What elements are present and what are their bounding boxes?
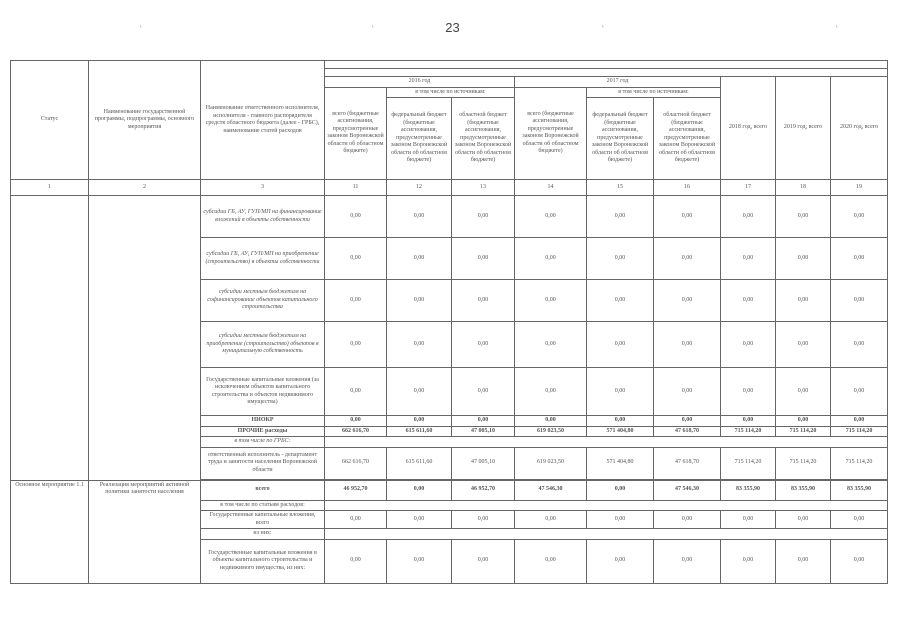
cell-value: 0,00	[831, 368, 888, 416]
cell-value: 0,00	[325, 238, 387, 280]
cell-value: 0,00	[654, 511, 721, 529]
cell-value: 0,00	[721, 539, 776, 583]
header-program-name: Наименование государственной программы, подпрограммы, основного мероприятия	[89, 61, 201, 180]
cell-value: 0,00	[515, 416, 587, 427]
cell-value: 0,00	[452, 416, 515, 427]
header-col-17: 2018 год, всего	[721, 77, 776, 180]
row-label: из них:	[201, 529, 325, 540]
blank-cells	[325, 529, 888, 540]
cell-value: 0,00	[587, 416, 654, 427]
cell-value: 0,00	[387, 539, 452, 583]
cell-value: 0,00	[654, 238, 721, 280]
cell-value: 0,00	[721, 322, 776, 368]
cell-value: 0,00	[776, 511, 831, 529]
cell-value: 0,00	[831, 280, 888, 322]
cell-value: 0,00	[387, 280, 452, 322]
cell-value: 0,00	[387, 368, 452, 416]
cell-value: 47 546,30	[654, 480, 721, 500]
header-incl-sources: в том числе по источникам:	[587, 87, 721, 98]
cell-value: 715 114,20	[721, 447, 776, 479]
cell-value: 0,00	[325, 280, 387, 322]
blank-cells	[325, 500, 888, 511]
cell-value: 0,00	[587, 368, 654, 416]
cell-value: 47 005,10	[452, 447, 515, 479]
cell-value: 615 611,60	[387, 426, 452, 437]
cell-value: 0,00	[515, 368, 587, 416]
cell-value: 0,00	[654, 368, 721, 416]
cell-value: 0,00	[587, 539, 654, 583]
colnum: 14	[515, 180, 587, 196]
cell-value: 0,00	[587, 511, 654, 529]
colnum: 19	[831, 180, 888, 196]
cell-value: 571 404,80	[587, 426, 654, 437]
row-label: субсидии ГБ, АУ, ГУП/МП на приобретение (строительство) в объекты собственности	[201, 238, 325, 280]
cell-value: 0,00	[831, 238, 888, 280]
cell-value: 0,00	[515, 322, 587, 368]
cell-value: 0,00	[654, 196, 721, 238]
cell-value: 0,00	[587, 196, 654, 238]
row-label: Государственные капитальные вложения в объекты капитального строительства и недвижимого имущества, из них:	[201, 539, 325, 583]
header-blank	[325, 69, 888, 77]
cell-value: 0,00	[515, 196, 587, 238]
cell-value: 715 114,20	[776, 426, 831, 437]
cell-value: 0,00	[587, 280, 654, 322]
cell-value: 0,00	[831, 322, 888, 368]
cell-value: 0,00	[387, 322, 452, 368]
cell-value: 0,00	[452, 280, 515, 322]
cell-value: 0,00	[325, 322, 387, 368]
header-col-16: областной бюджет (бюджетные ассигнования, предусмотренные законом Воронежской области об областном бюджете)	[654, 98, 721, 180]
cell-value: 0,00	[776, 238, 831, 280]
colnum: 13	[452, 180, 515, 196]
scan-mark: '	[602, 24, 604, 34]
scan-mark: '	[836, 24, 838, 34]
colnum: 11	[325, 180, 387, 196]
cell-value: 47 618,70	[654, 426, 721, 437]
cell-value: 0,00	[776, 196, 831, 238]
row-label: в том числе по статьям расходов:	[201, 500, 325, 511]
cell-value: 0,00	[654, 539, 721, 583]
cell-value: 0,00	[452, 322, 515, 368]
cell-value: 571 404,80	[587, 447, 654, 479]
row-label: НИОКР	[201, 416, 325, 427]
cell-value: 662 616,70	[325, 447, 387, 479]
row-label: ответственный исполнитель - департамент труда и занятости населения Воронежской области	[201, 447, 325, 479]
cell-value: 715 114,20	[776, 447, 831, 479]
cell-value: 0,00	[587, 322, 654, 368]
cell-value: 715 114,20	[831, 447, 888, 479]
status-cell-empty	[11, 196, 89, 481]
cell-value: 615 611,60	[387, 447, 452, 479]
cell-value: 619 023,50	[515, 426, 587, 437]
colnum: 18	[776, 180, 831, 196]
cell-value: 0,00	[721, 280, 776, 322]
colnum: 3	[201, 180, 325, 196]
cell-value: 0,00	[387, 416, 452, 427]
cell-value: 0,00	[515, 280, 587, 322]
row-label: субсидии местным бюджетам на софинансирование объектов капитального строительства	[201, 280, 325, 322]
cell-value: 0,00	[325, 511, 387, 529]
cell-value: 0,00	[325, 539, 387, 583]
header-col-11: всего (бюджетные ассигнования, предусмотренные законом Воронежской области об областном бюджете)	[325, 87, 387, 180]
row-label: субсидии ГБ, АУ, ГУП/МП на финансирование вложений в объекты собственности	[201, 196, 325, 238]
cell-value: 47 546,30	[515, 480, 587, 500]
cell-value: 0,00	[515, 238, 587, 280]
cell-value: 0,00	[831, 511, 888, 529]
blank-cells	[325, 437, 888, 448]
colnum: 17	[721, 180, 776, 196]
header-top-row	[11, 61, 888, 69]
cell-value: 715 114,20	[831, 426, 888, 437]
cell-value: 0,00	[721, 511, 776, 529]
header-year-2017: 2017 год	[515, 77, 721, 88]
main-event-status: Основное мероприятие 1.1	[11, 480, 89, 583]
cell-value: 0,00	[325, 368, 387, 416]
table-row	[11, 196, 888, 238]
cell-value: 46 952,70	[325, 480, 387, 500]
cell-value: 46 952,70	[452, 480, 515, 500]
header-blank	[325, 61, 888, 69]
cell-value: 0,00	[721, 238, 776, 280]
cell-value: 0,00	[325, 416, 387, 427]
header-col-18: 2019 год, всего	[776, 77, 831, 180]
cell-value: 0,00	[831, 196, 888, 238]
row-label: субсидии местным бюджетам на приобретение (строительство) объектов в муниципальную собственность	[201, 322, 325, 368]
program-cell-empty	[89, 196, 201, 481]
cell-value: 0,00	[721, 196, 776, 238]
cell-value: 0,00	[387, 196, 452, 238]
cell-value: 0,00	[587, 238, 654, 280]
cell-value: 83 355,90	[831, 480, 888, 500]
cell-value: 0,00	[452, 238, 515, 280]
colnum: 15	[587, 180, 654, 196]
page-number: 23	[445, 20, 460, 35]
cell-value: 0,00	[776, 280, 831, 322]
cell-value: 0,00	[325, 196, 387, 238]
header-col-12: федеральный бюджет (бюджетные ассигнования, предусмотренные законом Воронежской области об областном бюджете)	[387, 98, 452, 180]
header-incl-sources: в том числе по источникам:	[387, 87, 515, 98]
row-label: в том числе по ГРБС:	[201, 437, 325, 448]
column-numbers-row	[11, 180, 888, 196]
cell-value: 0,00	[452, 511, 515, 529]
colnum: 12	[387, 180, 452, 196]
cell-value: 0,00	[654, 416, 721, 427]
cell-value: 0,00	[515, 539, 587, 583]
cell-value: 47 005,10	[452, 426, 515, 437]
cell-value: 0,00	[387, 511, 452, 529]
scan-mark: '	[372, 24, 374, 34]
cell-value: 0,00	[587, 480, 654, 500]
header-col-14: всего (бюджетные ассигнования, предусмотренные законом Воронежской области об областном бюджете)	[515, 87, 587, 180]
header-col-13: областной бюджет (бюджетные ассигнования, предусмотренные законом Воронежской области об областном бюджете)	[452, 98, 515, 180]
main-event-total-row	[11, 480, 888, 500]
colnum: 2	[89, 180, 201, 196]
colnum: 1	[11, 180, 89, 196]
header-executor: Наименование ответственного исполнителя, исполнителя - главного распорядителя средств областного бюджета (далее - ГРБС), наименование статей расходов	[201, 61, 325, 180]
cell-value: 0,00	[776, 539, 831, 583]
cell-value: 83 355,90	[776, 480, 831, 500]
cell-value: 83 355,90	[721, 480, 776, 500]
cell-value: 0,00	[387, 480, 452, 500]
cell-value: 0,00	[721, 416, 776, 427]
cell-value: 0,00	[452, 539, 515, 583]
cell-value: 0,00	[721, 368, 776, 416]
budget-table	[10, 60, 888, 584]
row-label: Государственные капитальные вложения, всего	[201, 511, 325, 529]
cell-value: 619 023,50	[515, 447, 587, 479]
cell-value: 47 618,70	[654, 447, 721, 479]
cell-value: 662 616,70	[325, 426, 387, 437]
cell-value: 0,00	[776, 416, 831, 427]
scan-mark: '	[140, 24, 142, 34]
cell-value: 0,00	[654, 322, 721, 368]
header-col-15: федеральный бюджет (бюджетные ассигнования, предусмотренные законом Воронежской области об областном бюджете)	[587, 98, 654, 180]
cell-value: 0,00	[776, 368, 831, 416]
cell-value: 0,00	[776, 322, 831, 368]
colnum: 16	[654, 180, 721, 196]
cell-value: 715 114,20	[721, 426, 776, 437]
cell-value: 0,00	[831, 416, 888, 427]
cell-value: 0,00	[515, 511, 587, 529]
cell-value: 0,00	[452, 196, 515, 238]
row-label: Государственные капитальные вложения (за исключением объектов капитального строительства и объектов недвижимого имущества)	[201, 368, 325, 416]
header-col-19: 2020 год, всего	[831, 77, 888, 180]
row-label: всего	[201, 480, 325, 500]
header-year-2016: 2016 год	[325, 77, 515, 88]
cell-value: 0,00	[387, 238, 452, 280]
cell-value: 0,00	[654, 280, 721, 322]
main-event-name: Реализация мероприятий активной политики занятости населения	[89, 480, 201, 583]
cell-value: 0,00	[452, 368, 515, 416]
cell-value: 0,00	[831, 539, 888, 583]
row-label: ПРОЧИЕ расходы	[201, 426, 325, 437]
header-status: Статус	[11, 61, 89, 180]
